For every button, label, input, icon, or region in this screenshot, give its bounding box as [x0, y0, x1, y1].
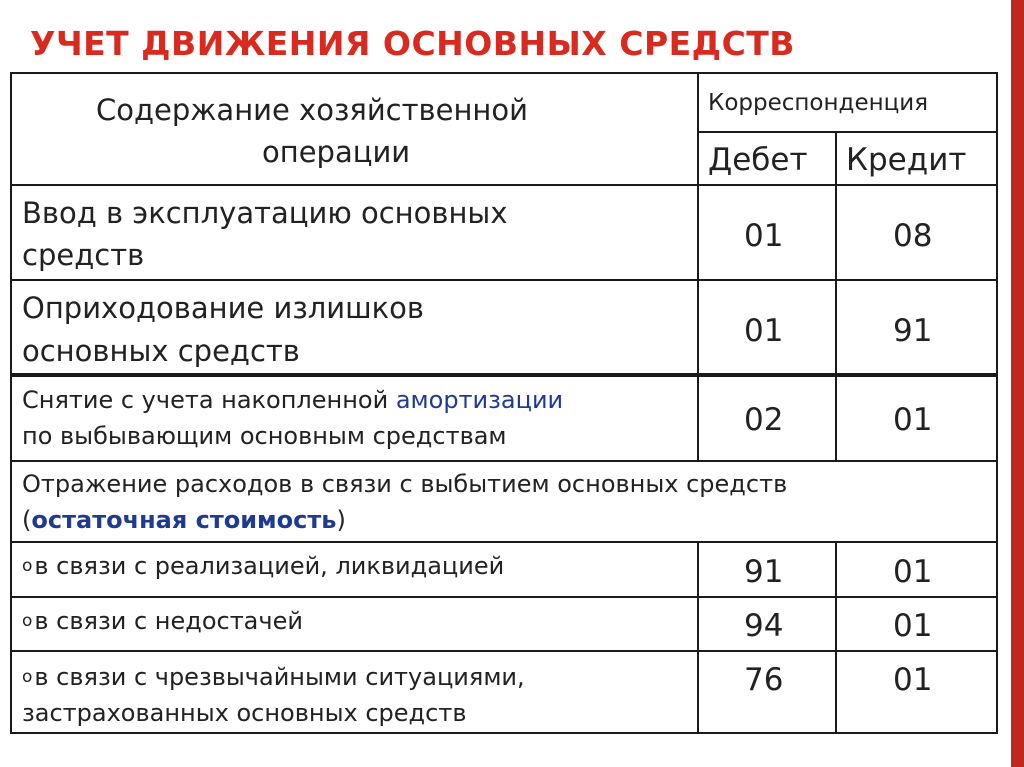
row-divider-6 [10, 650, 998, 652]
row-divider-1 [10, 279, 998, 281]
row-1-operation-line2: средств [22, 238, 145, 272]
row-2-debit: 01 [744, 313, 784, 349]
col-divider-2 [835, 542, 837, 734]
row-5-text: в связи с реализацией, ликвидацией [34, 552, 505, 580]
row-divider-3 [10, 460, 998, 462]
row-6-text: в связи с недостачей [34, 607, 303, 635]
accounting-table [10, 72, 998, 734]
row-7-operation-line2: застрахованных основных средств [22, 699, 467, 727]
bullet-icon: o [22, 556, 33, 576]
row-5-debit: 91 [744, 554, 784, 590]
slide-title: УЧЕТ ДВИЖЕНИЯ ОСНОВНЫХ СРЕДСТВ [30, 24, 795, 63]
residual-value-term: остаточная стоимость [31, 506, 337, 534]
header-operation-line2: операции [262, 135, 411, 169]
row-4-operation-line1: Отражение расходов в связи с выбытием основных средств [22, 470, 788, 498]
table-border-top [10, 72, 998, 74]
paren-close: ) [336, 506, 346, 534]
row-3-text: Снятие с учета накопленной [22, 386, 396, 414]
row-7-credit: 01 [893, 662, 933, 698]
right-accent-bar [1011, 0, 1024, 767]
row-6-debit: 94 [744, 608, 784, 644]
bullet-icon: o [22, 667, 33, 687]
table-border-left [10, 72, 12, 734]
table-border-right [996, 72, 998, 734]
row-divider-correspondence [697, 131, 998, 133]
row-7-text: в связи с чрезвычайными ситуациями, [34, 663, 525, 691]
row-7-operation-line1 [22, 663, 525, 691]
row-divider-4 [10, 541, 998, 543]
header-credit: Кредит [846, 142, 967, 178]
row-4-operation-line2 [22, 506, 346, 534]
row-1-credit: 08 [893, 218, 933, 254]
col-divider-2 [835, 131, 837, 462]
header-operation-line1: Содержание хозяйственной [96, 93, 528, 127]
row-2-credit: 91 [893, 313, 933, 349]
row-2-operation-line1: Оприходование излишков [22, 291, 425, 325]
row-divider-2 [10, 373, 998, 377]
row-1-debit: 01 [744, 218, 784, 254]
header-debit: Дебет [708, 142, 808, 178]
row-3-credit: 01 [893, 402, 933, 438]
col-divider-1 [697, 542, 699, 734]
row-2-operation-line2: основных средств [22, 334, 300, 368]
table-border-bottom [10, 732, 998, 734]
row-divider-5 [10, 596, 998, 598]
row-5-operation-line1 [22, 552, 504, 580]
header-correspondence: Корреспонденция [708, 90, 929, 116]
row-6-operation-line1 [22, 607, 303, 635]
row-1-operation-line1: Ввод в эксплуатацию основных [22, 196, 508, 230]
row-7-debit: 76 [744, 662, 784, 698]
amortization-term: амортизации [395, 386, 564, 414]
row-3-operation-line1 [22, 386, 563, 414]
row-6-credit: 01 [893, 608, 933, 644]
row-3-operation-line2: по выбывающим основным средствам [22, 422, 507, 450]
paren-open: ( [22, 506, 32, 534]
row-5-credit: 01 [893, 554, 933, 590]
row-3-debit: 02 [744, 402, 784, 438]
bullet-icon: o [22, 611, 33, 631]
row-divider-header [10, 184, 998, 186]
